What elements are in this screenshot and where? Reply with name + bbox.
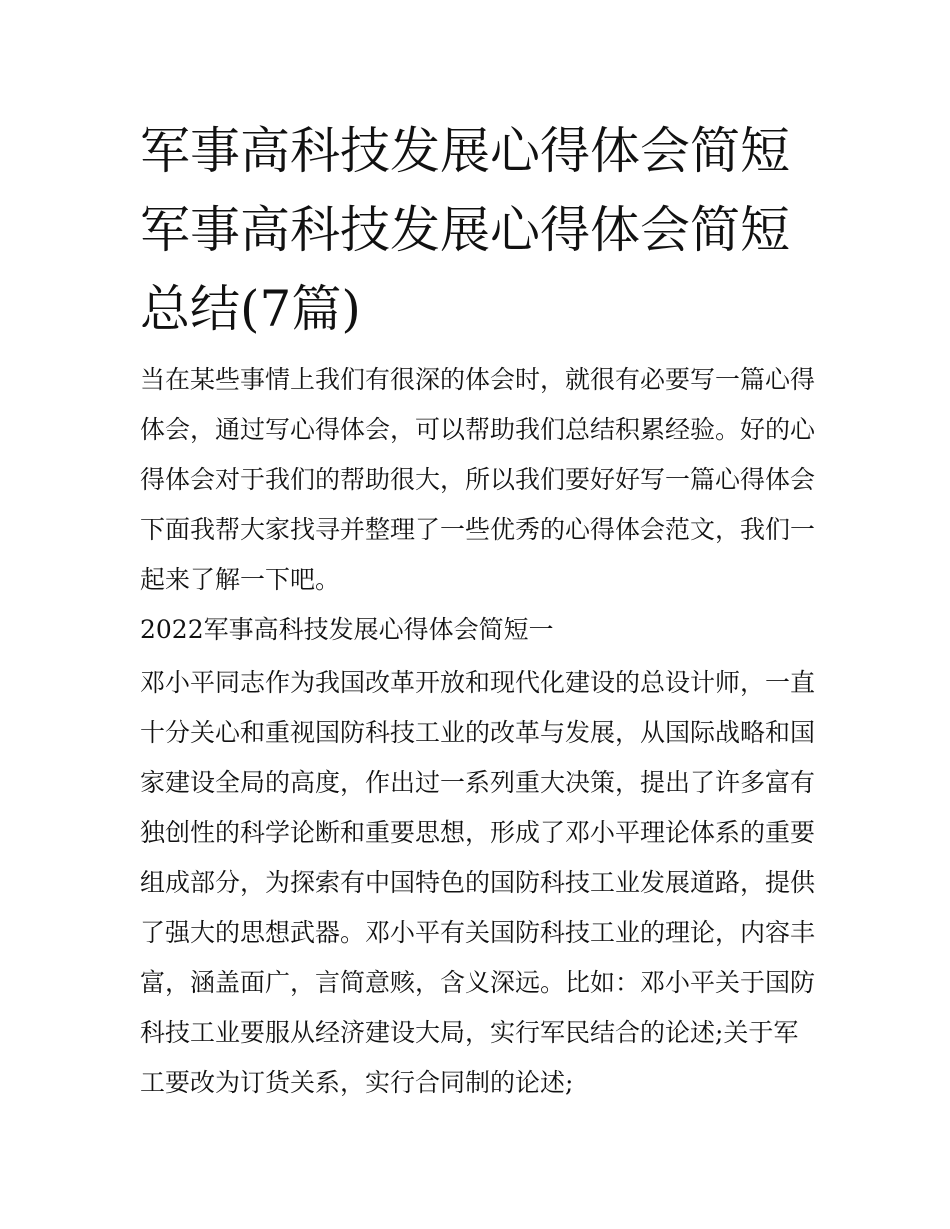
title-line: 总结(7篇)	[140, 280, 361, 338]
text-line: 了强大的思想武器。邓小平有关国防科技工业的理论，内容丰	[140, 918, 816, 947]
text-line: 得体会对于我们的帮助很大，所以我们要好好写一篇心得体会	[140, 465, 816, 494]
text-line: 起来了解一下吧。	[140, 565, 341, 594]
text-line: 科技工业要服从经济建设大局，实行军民结合的论述;关于军	[140, 1018, 799, 1047]
text-line: 工要改为订货关系，实行合同制的论述;	[140, 1068, 574, 1097]
intro-paragraph	[140, 355, 820, 605]
text-line: 组成部分，为探索有中国特色的国防科技工业发展道路，提供	[140, 868, 816, 897]
text-line: 家建设全局的高度，作出过一系列重大决策，提出了许多富有	[140, 768, 816, 797]
text-line: 当在某些事情上我们有很深的体会时，就很有必要写一篇心得	[140, 365, 816, 394]
title-line: 军事高科技发展心得体会简短	[140, 201, 790, 259]
section-heading	[140, 605, 820, 655]
text-line: 富，涵盖面广，言简意赅，含义深远。比如：邓小平关于国防	[140, 968, 816, 997]
body-paragraph	[140, 658, 820, 1108]
section-heading-text: 2022军事高科技发展心得体会简短一	[140, 615, 554, 644]
text-line: 十分关心和重视国防科技工业的改革与发展，从国际战略和国	[140, 718, 816, 747]
text-line: 独创性的科学论断和重要思想，形成了邓小平理论体系的重要	[140, 818, 816, 847]
document-title	[140, 112, 840, 349]
text-line: 体会，通过写心得体会，可以帮助我们总结积累经验。好的心	[140, 415, 816, 444]
title-line: 军事高科技发展心得体会简短	[140, 122, 790, 180]
text-line: 邓小平同志作为我国改革开放和现代化建设的总设计师，一直	[140, 668, 816, 697]
text-line: 下面我帮大家找寻并整理了一些优秀的心得体会范文，我们一	[140, 515, 816, 544]
